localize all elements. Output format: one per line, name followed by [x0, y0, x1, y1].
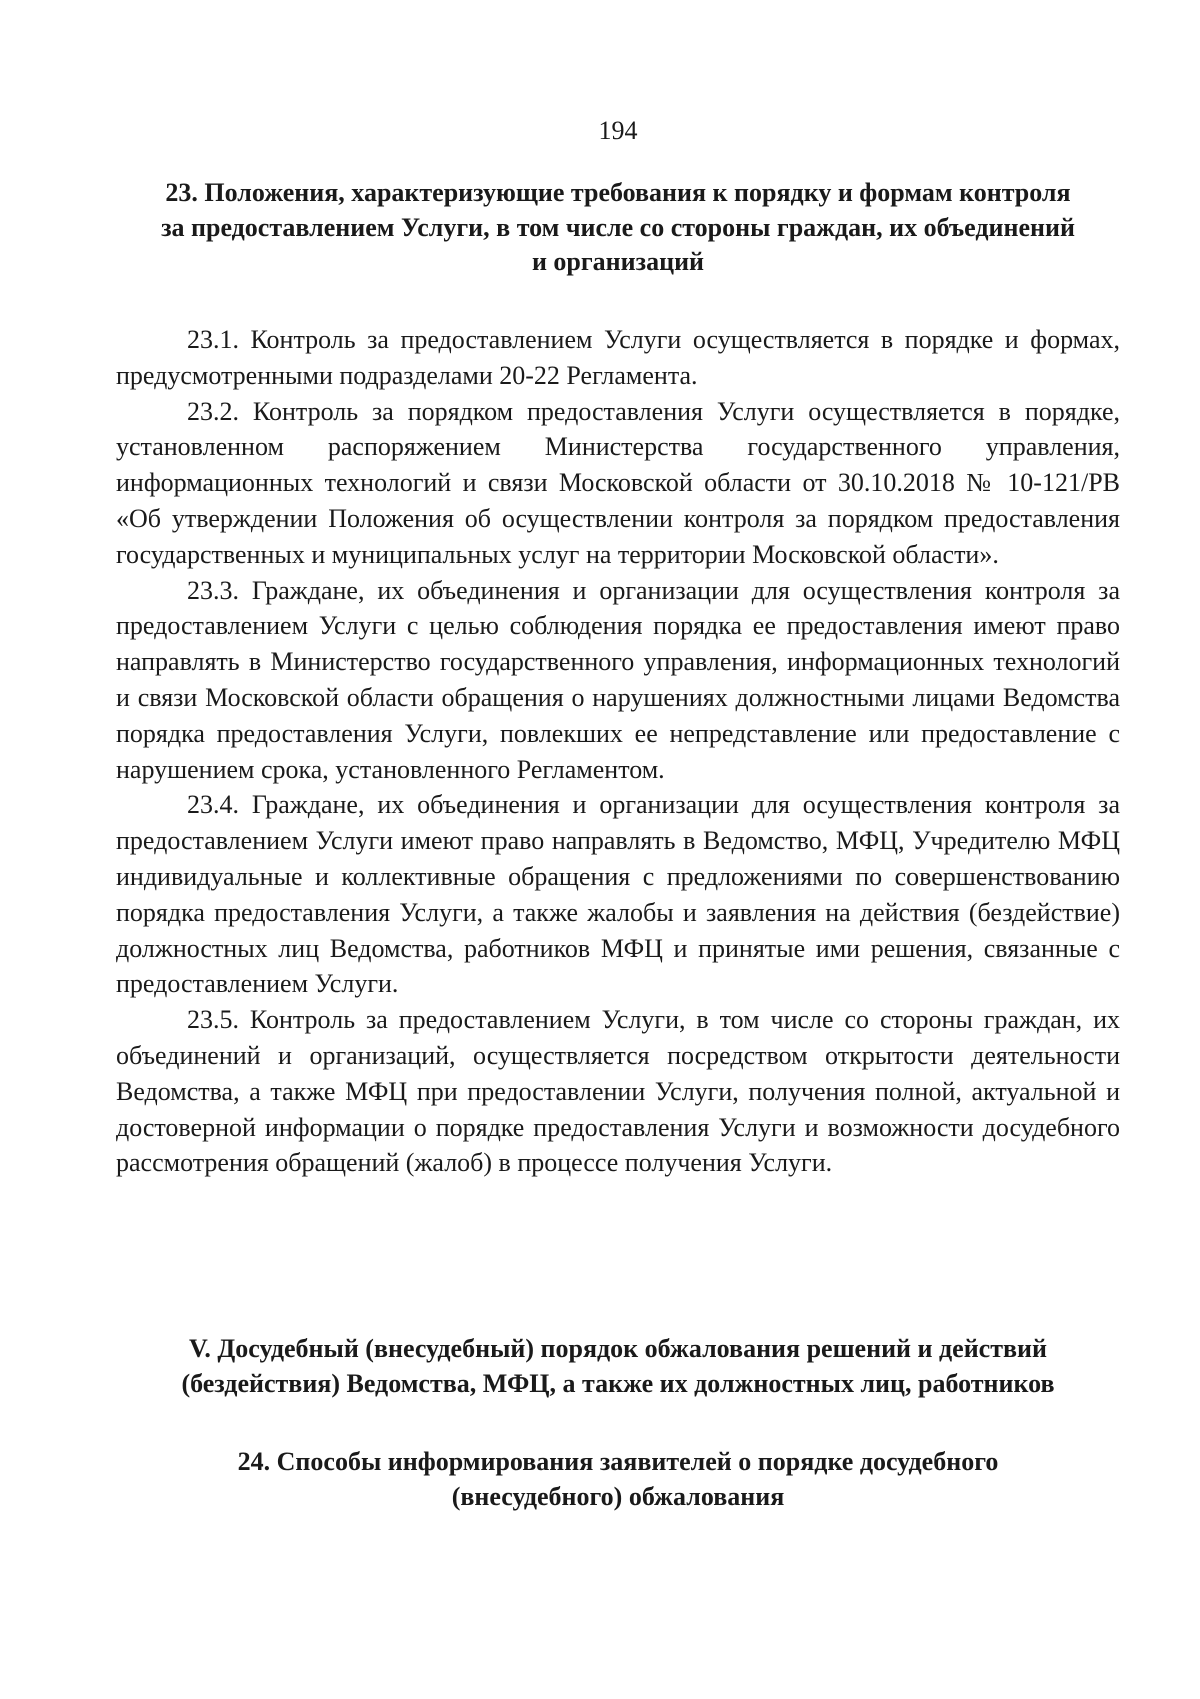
heading-line: 23. Положения, характеризующие требования к порядку и формам контроля — [165, 178, 1071, 207]
heading-line: (внесудебного) обжалования — [451, 1481, 785, 1511]
paragraph-23-4: 23.4. Граждане, их объединения и организации для осуществления контроля за предоставлением Услуги имеют право направлять в Ведомство, МФЦ, Учредителю МФЦ индивидуальные и коллективные обращения с предложениями по совершенствованию порядка предоставления Услуги, а также жалобы и заявления на действия (бездействие) должностных лиц Ведомства, работников МФЦ и принятые ими решения, связанные с предоставлением Услуги. — [116, 790, 1120, 999]
section-23-body — [116, 322, 1120, 1181]
section-24-heading — [116, 1445, 1120, 1514]
heading-line: за предоставлением Услуги, в том числе со стороны граждан, их объединений — [161, 212, 1075, 242]
paragraph-23-3: 23.3. Граждане, их объединения и организации для осуществления контроля за предоставлением Услуги с целью соблюдения порядка ее предоставления имеют право направлять в Министерство государственного управления, информационных технологий и связи Московской области обращения о нарушениях должностными лицами Ведомства порядка предоставления Услуги, повлекших ее непредставление или предоставление с нарушением срока, установленного Регламентом. — [116, 575, 1120, 784]
heading-line: V. Досудебный (внесудебный) порядок обжалования решений и действий — [188, 1334, 1047, 1363]
heading-line: и организаций — [531, 247, 705, 276]
section-v-heading — [116, 1332, 1120, 1401]
paragraph-23-5: 23.5. Контроль за предоставлением Услуги, в том числе со стороны граждан, их объединений и организаций, осуществляется посредством открытости деятельности Ведомства, а также МФЦ при предоставлении Услуги, получения полной, актуальной и достоверной информации о порядке предоставления Услуги и возможности досудебного рассмотрения обращений (жалоб) в процессе получения Услуги. — [116, 1005, 1120, 1178]
heading-line: 24. Способы информирования заявителей о порядке досудебного — [237, 1447, 999, 1476]
heading-line: (бездействия) Ведомства, МФЦ, а также их должностных лиц, работников — [181, 1368, 1055, 1398]
paragraph-23-1: 23.1. Контроль за предоставлением Услуги осуществляется в порядке и формах, предусмотренными подразделами 20-22 Регламента. — [116, 325, 1120, 390]
page-number: 194 — [598, 116, 638, 145]
section-23-heading — [116, 176, 1120, 280]
paragraph-23-2: 23.2. Контроль за порядком предоставления Услуги осуществляется в порядке, установленном распоряжением Министерства государственного управления, информационных технологий и связи Московской области от 30.10.2018 № 10-121/РВ «Об утверждении Положения об осуществлении контроля за порядком предоставления государственных и муниципальных услуг на территории Московской области». — [116, 396, 1120, 569]
